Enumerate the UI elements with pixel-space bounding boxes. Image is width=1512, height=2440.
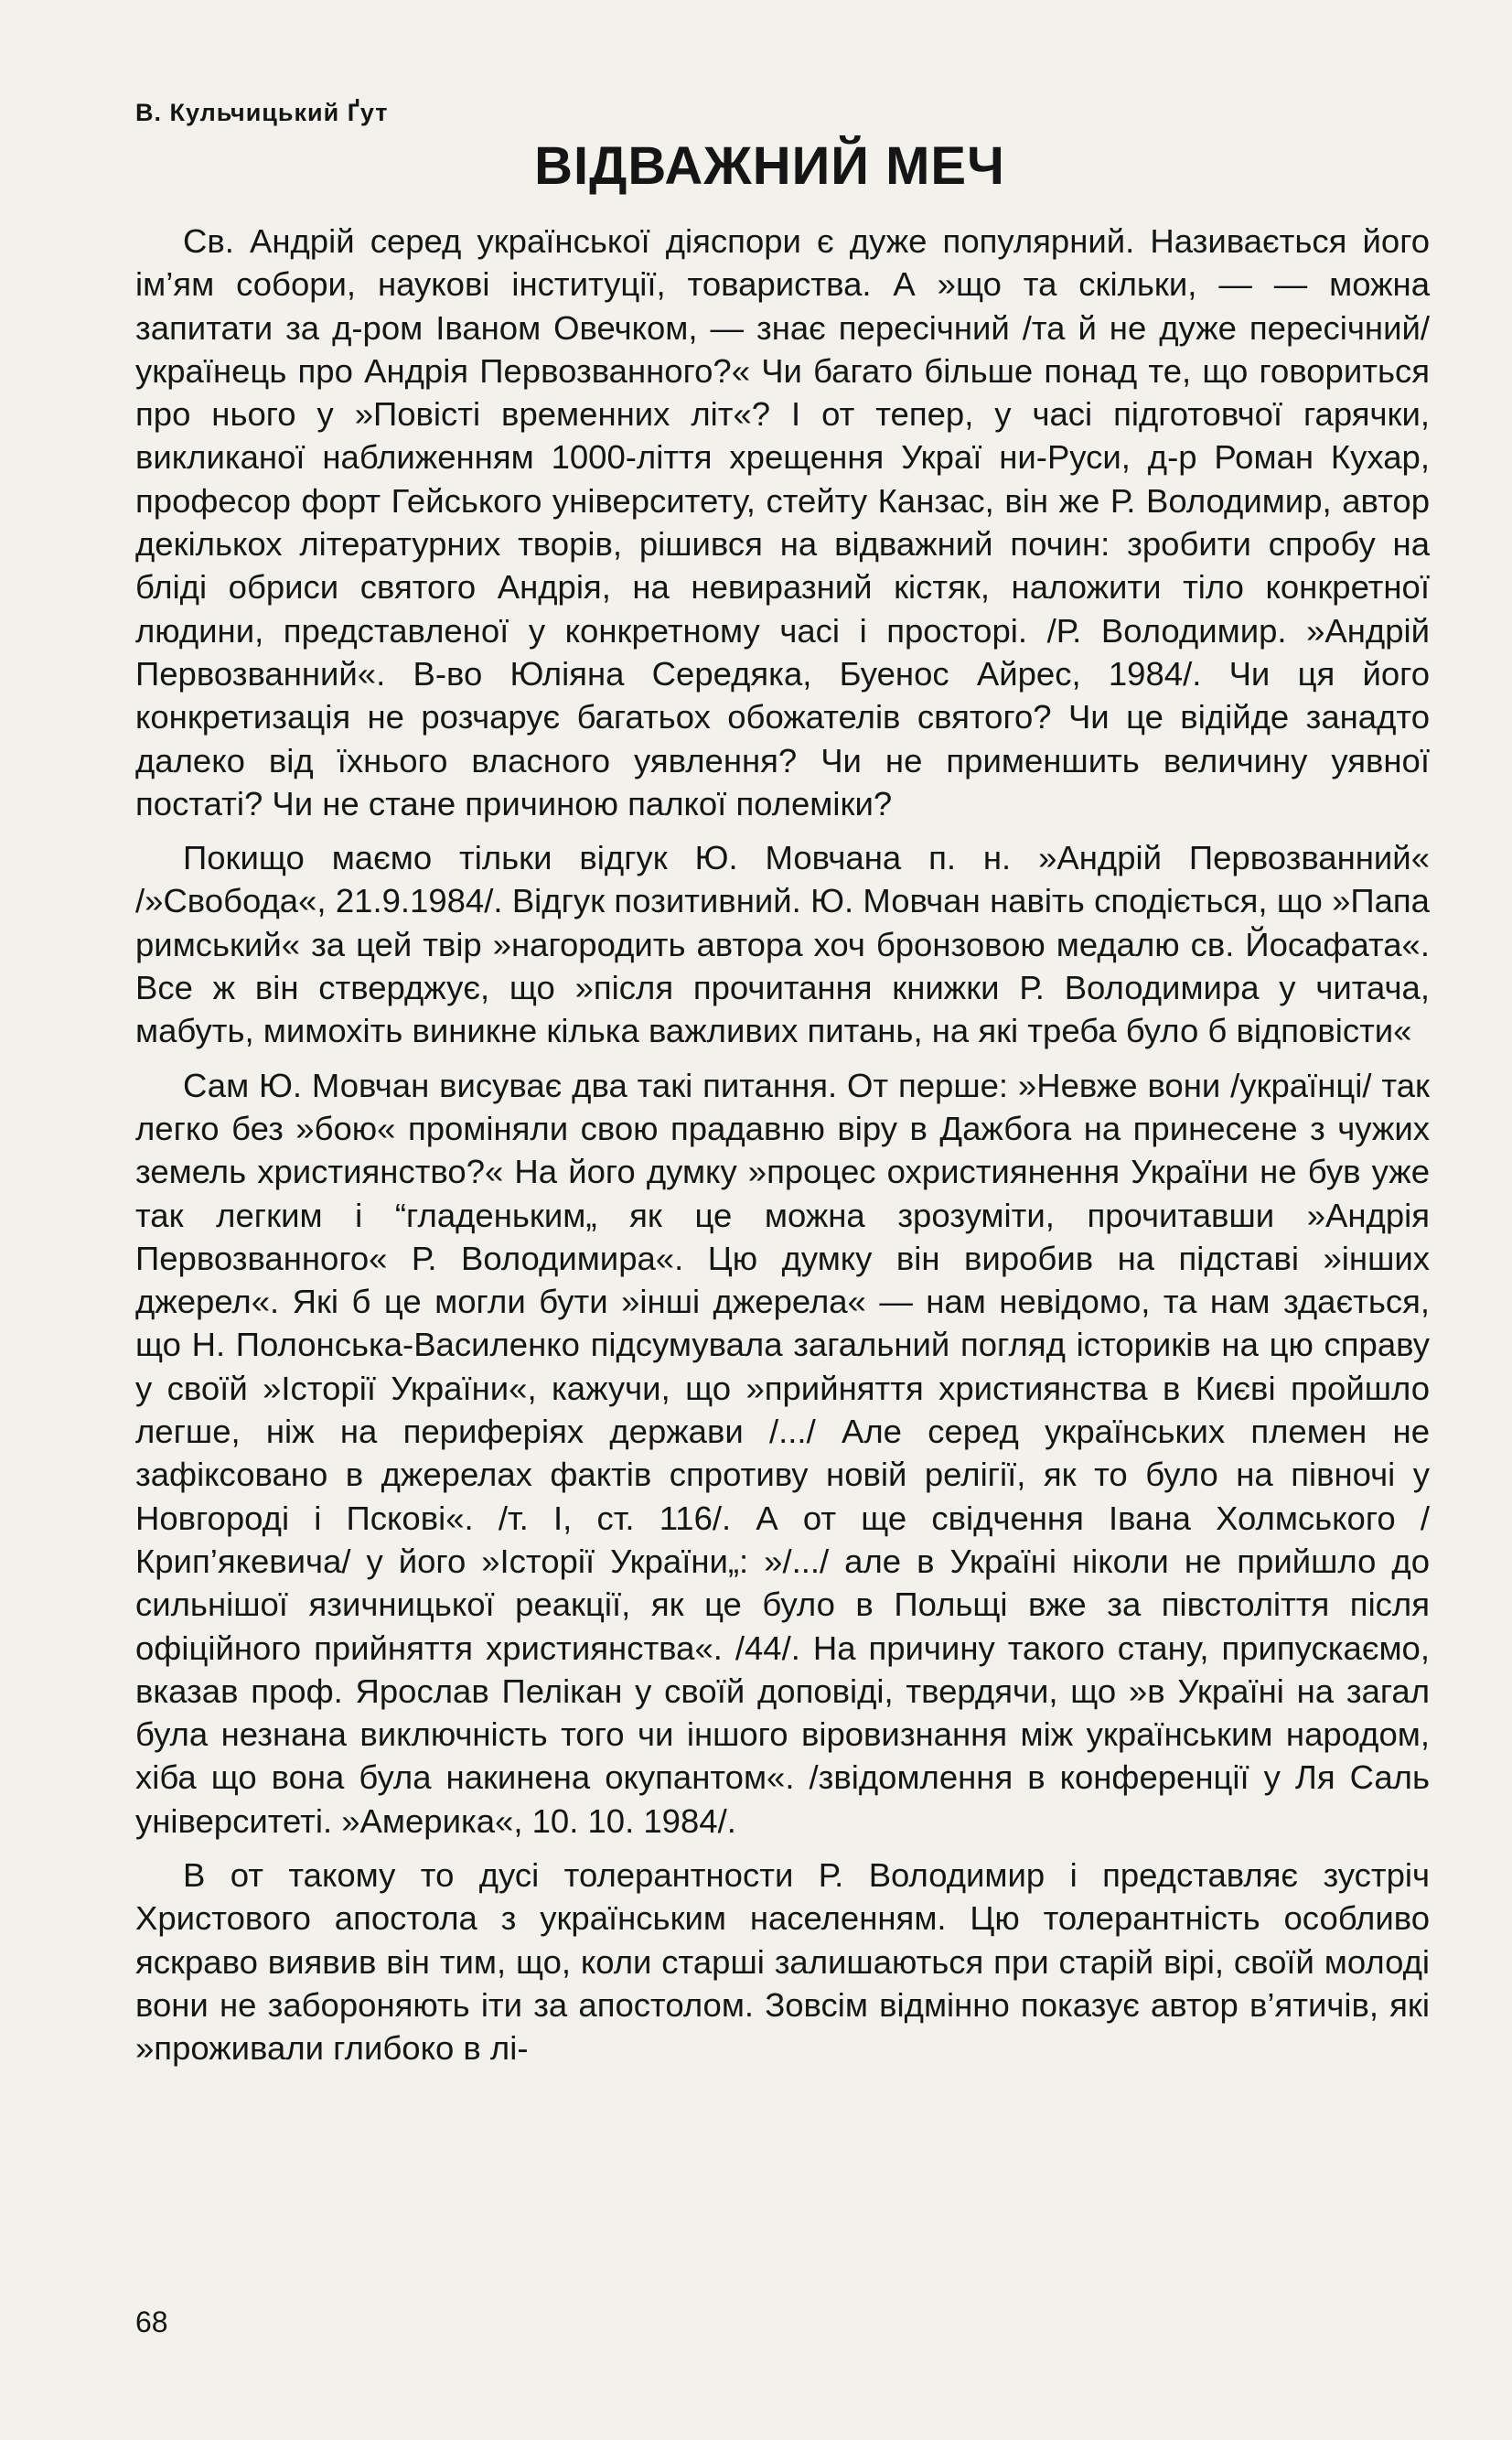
article-title: ВІДВАЖНИЙ МЕЧ (534, 136, 1005, 196)
page-number: 68 (135, 2306, 168, 2338)
paragraph: Св. Андрій серед української діяспори є дуже популярний. Називається його ім’ям собори, наукові інституції, товариства. А »що та скільки, — — можна запитати за д-ром Іваном Овечком, — знає пересічний /та й не дуже пересічний/ українець про Андрія Первозванного?« Чи багато більше понад те, що говориться про нього у »Повісті временних літ«? І от тепер, у часі підготовчої гарячки, викликаної наближенням 1000-ліття хрещення Украї ни-Руси, д-р Роман Кухар, професор форт Гейського університету, стейту Канзас, він же Р. Володимир, автор декількох літературних творів, рішився на відважний почин: зробити спробу на бліді обриси святого Андрія, на невиразний кістяк, наложити тіло конкретної людини, представленої у конкретному часі і просторі. /Р. Володимир. »Андрій Первозванний«. В-во Юліяна Середяка, Буенос Айрес, 1984/. Чи ця його конкретизація не розчарує багатьох обожателів святого? Чи це відійде занадто далеко від їхнього власного уявлення? Чи не применшить величину уявної постаті? Чи не стане причиною палкої полеміки? (135, 222, 1430, 822)
paragraph: В от такому то дусі толерантности Р. Володимир і представляє зустріч Христового апостола з українським населенням. Цю толерантність особливо яскраво виявив він тим, що, коли старші залишаються при старій вірі, своїй молоді вони не забороняють іти за апостолом. Зовсім відмінно показує автор в’ятичів, які »проживали глибоко в лі- (135, 1855, 1430, 2068)
paragraph: Сам Ю. Мовчан висуває два такі питання. От перше: »Невже вони /українці/ так легко без »бою« проміняли свою прадавню віру в Дажбога на принесене з чужих земель християнство?« На його думку »процес охристиянення України не був уже так легким і “гладеньким„ як це можна зрозуміти, прочитавши »Андрія Первозванного« Р. Володимира«. Цю думку він виробив на підставі »інших джерел«. Які б це могли бути »інші джерела« — нам невідомо, та нам здається, що Н. Полонська-Василенко підсумувала загальний погляд істориків на цю справу у своїй »Історії України«, кажучи, що »прийняття християнства в Києві пройшло легше, ніж на периферіях держави /.../ Але серед українських племен не зафіксовано в джерелах фактів спротиву новій релігії, як то було на півночі у Новгороді і Пскові«. /т. І, ст. 116/. А от ще свідчення Івана Холмського /Крип’якевича/ у його »Історії України„: »/.../ але в Україні ніколи не прийшло до сильнішої язичницької реакції, як це було в Польщі вже за півстоліття після офіційного прийняття християнства«. /44/. На причину такого стану, припускаємо, вказав проф. Ярослав Пелікан у своїй доповіді, твердячи, що »в Україні на загал була незнана виключність того чи іншого віровизнання між українським народом, хіба що вона була накинена окупантом«. /звідомлення в конференції у Ля Саль університеті. »Америка«, 10. 10. 1984/. (135, 1066, 1430, 1840)
paragraph: Покищо маємо тільки відгук Ю. Мовчана п. н. »Андрій Первозванний« /»Свобода«, 21.9.1984/. Відгук позитивний. Ю. Мовчан навіть сподіється, що »Папа римський« за цей твір »нагородить автора хоч бронзовою медалю св. Йосафата«. Все ж він стверджує, що »після прочитання книжки Р. Володимира у читача, мабуть, мимохіть виникне кілька важливих питань, на які треба було б відповісти« (135, 839, 1430, 1050)
article-author: В. Кульчицький Ґут (135, 99, 389, 126)
article-body (135, 220, 1430, 2080)
